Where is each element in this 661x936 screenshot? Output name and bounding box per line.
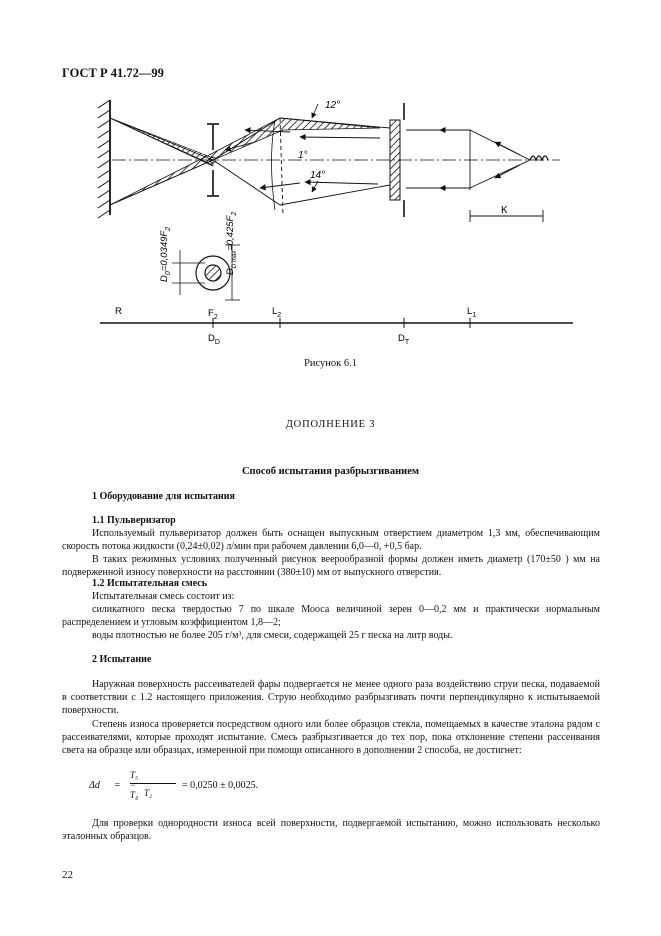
formula-denominator: T₂: [144, 788, 153, 798]
angle-1-label: 1°: [298, 150, 308, 161]
lamp-filament: [530, 156, 548, 160]
figure-6-1-diagram: [0, 0, 661, 400]
angle-12-label: 12°: [325, 100, 341, 111]
figure-caption: Рисунок 6.1: [304, 358, 357, 369]
formula-numerator: T₅ − T₄: [130, 770, 139, 800]
dmax-dimension-label: $D_{D max}=0,425F_2$: [225, 211, 238, 275]
appendix-title: ДОПОЛНЕНИЕ 3: [285, 419, 376, 430]
formula-rhs: = 0,0250 ± 0,0025.: [182, 780, 259, 791]
section2-paragraph-1: Наружная поверхность рассеивателей фары подвергается не менее одного раза воздействию струи песка, подаваемой в соответствии с 1.2 настоящего приложения. Струю необходимо разбрызгивать почти перпендикулярно к испытываемой поверхности.: [62, 679, 600, 716]
hatched-beam-upper: [110, 118, 380, 205]
section2-paragraph-2: Степень износа проверяется посредством одного или более образцов стекла, помещаемых в качестве эталона рядом с рассеивателями, которые проходят испытание. Смесь разбрызгивается до тех пор, пока отклонение степени рассеивания света на образце или образцах, измеренной при помощи описанного в дополнении 2 способа, не достигнет:: [62, 719, 600, 756]
screen-wall: [98, 100, 110, 218]
method-title: Способ испытания разбрызгиванием: [241, 466, 420, 477]
sample-plate: [390, 120, 400, 200]
axis-label-l1: $L_1$: [467, 306, 477, 319]
formula-equals: =: [114, 780, 121, 791]
section1-paragraph-5: воды плотностью не более 205 г/м³, для смеси, содержащей 25 г песка на литр воды.: [92, 630, 453, 641]
section1-heading: 1 Оборудование для испытания: [92, 491, 235, 502]
section2-paragraph-3: Для проверки однородности износа всей поверхности, подвергаемой испытанию, можно использовать несколько эталонных образцов.: [62, 818, 600, 842]
section2-heading: 2 Испытание: [92, 654, 152, 665]
section1-paragraph-2: В таких режимных условиях полученный рисунок веерообразной формы должен иметь диаметр (170±50 ) мм на подверженной износу поверхности на расстоянии (380±10) мм от выпускного отверстия.: [62, 554, 600, 578]
d0-dimension-label: $D_0=0,0349F_2$: [159, 226, 172, 282]
axis-label-dd: $D_D$: [208, 333, 220, 346]
k-label: K: [501, 205, 508, 216]
section1-paragraph-4: силикатного песка твердостью 7 по шкале Мооса величиной зерен 0—0,2 мм и практически нормальным распределением и угловым коэффициентом 1,8—2;: [62, 604, 600, 628]
page-number: 22: [62, 869, 73, 881]
formula-lhs: Δd: [89, 780, 100, 791]
axis-label-dt: $D_T$: [398, 333, 410, 346]
axis-label-r: R: [115, 306, 122, 317]
formula-fraction-bar: [130, 783, 176, 784]
angle-14-label: 14°: [310, 170, 326, 181]
section1-paragraph-1: Используемый пульверизатор должен быть оснащен выпускным отверстием диаметром 1,3 мм, обеспечивающим скорость потока жидкости (0,24±0,02) л/мин при рабочем давлении 6,0—0, +0,5 бар.: [62, 528, 600, 552]
section1-paragraph-3: Испытательная смесь состоит из:: [92, 591, 235, 602]
axis-label-f2: $F_2$: [208, 308, 218, 321]
axis-label-l2: $L_2$: [272, 306, 282, 319]
subsection-1-1-heading: 1.1 Пульверизатор: [92, 515, 176, 526]
subsection-1-2-heading: 1.2 Испытательная смесь: [92, 578, 208, 589]
document-header: ГОСТ Р 41.72—99: [62, 66, 164, 80]
